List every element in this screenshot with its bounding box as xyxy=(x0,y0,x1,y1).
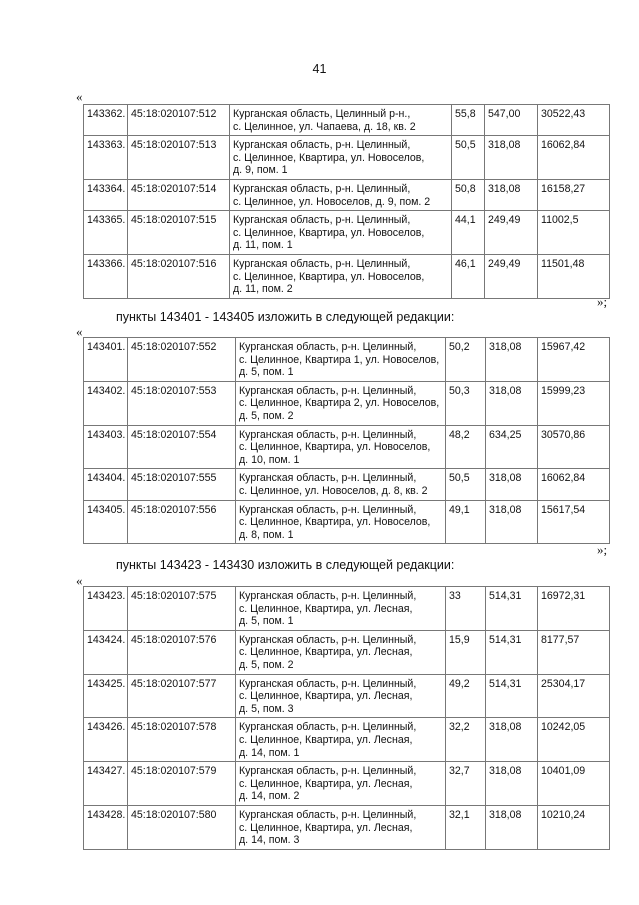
address-cell: Курганская область, р-н. Целинный, с. Целинное, Квартира, ул. Новоселов, д. 10, пом. 1 xyxy=(236,425,446,469)
area-cell: 32,1 xyxy=(446,805,486,849)
address-cell: Курганская область, р-н. Целинный, с. Целинное, Квартира, ул. Лесная, д. 5, пом. 2 xyxy=(236,630,446,674)
area-cell: 46,1 xyxy=(452,254,485,298)
row-number-cell: 143424. xyxy=(84,630,128,674)
cadastral-number-cell: 45:18:020107:580 xyxy=(128,805,236,849)
table-row xyxy=(84,338,610,382)
address-cell: Курганская область, р-н. Целинный, с. Целинное, Квартира, ул. Новоселов, д. 11, пом. 2 xyxy=(230,254,452,298)
rate-cell: 514,31 xyxy=(486,630,538,674)
address-cell: Курганская область, р-н. Целинный, с. Целинное, Квартира 1, ул. Новоселов, д. 5, пом. 1 xyxy=(236,338,446,382)
cadastral-number-cell: 45:18:020107:513 xyxy=(128,136,230,180)
address-cell: Курганская область, р-н. Целинный, с. Целинное, Квартира, ул. Лесная, д. 14, пом. 1 xyxy=(236,718,446,762)
address-cell: Курганская область, р-н. Целинный, с. Целинное, Квартира, ул. Новоселов, д. 9, пом. 1 xyxy=(230,136,452,180)
rate-cell: 318,08 xyxy=(486,762,538,806)
register-table-1 xyxy=(83,104,610,299)
table-row xyxy=(84,718,610,762)
register-table-2 xyxy=(83,337,610,544)
row-number-cell: 143404. xyxy=(84,469,128,500)
opening-quote: « xyxy=(76,324,83,339)
rate-cell: 318,08 xyxy=(485,179,538,210)
rate-cell: 634,25 xyxy=(486,425,538,469)
table-row xyxy=(84,500,610,544)
address-cell: Курганская область, р-н. Целинный, с. Целинное, Квартира, ул. Лесная, д. 5, пом. 1 xyxy=(236,587,446,631)
row-number-cell: 143366. xyxy=(84,254,128,298)
value-cell: 16158,27 xyxy=(538,179,610,210)
cadastral-number-cell: 45:18:020107:579 xyxy=(128,762,236,806)
value-cell: 11002,5 xyxy=(538,211,610,255)
address-cell: Курганская область, Целинный р-н., с. Целинное, ул. Чапаева, д. 18, кв. 2 xyxy=(230,105,452,136)
address-cell: Курганская область, р-н. Целинный, с. Целинное, ул. Новоселов, д. 8, кв. 2 xyxy=(236,469,446,500)
table-row xyxy=(84,674,610,718)
area-cell: 49,1 xyxy=(446,500,486,544)
table-row xyxy=(84,805,610,849)
rate-cell: 318,08 xyxy=(486,469,538,500)
area-cell: 48,2 xyxy=(446,425,486,469)
area-cell: 32,7 xyxy=(446,762,486,806)
table-row xyxy=(84,381,610,425)
area-cell: 50,8 xyxy=(452,179,485,210)
area-cell: 55,8 xyxy=(452,105,485,136)
row-number-cell: 143425. xyxy=(84,674,128,718)
row-number-cell: 143362. xyxy=(84,105,128,136)
address-cell: Курганская область, р-н. Целинный, с. Целинное, Квартира, ул. Лесная, д. 14, пом. 2 xyxy=(236,762,446,806)
row-number-cell: 143401. xyxy=(84,338,128,382)
table-row xyxy=(84,211,610,255)
closing-quote: »; xyxy=(597,294,608,309)
cadastral-number-cell: 45:18:020107:552 xyxy=(128,338,236,382)
table-row xyxy=(84,136,610,180)
row-number-cell: 143423. xyxy=(84,587,128,631)
value-cell: 10210,24 xyxy=(538,805,610,849)
rate-cell: 318,08 xyxy=(486,805,538,849)
value-cell: 10242,05 xyxy=(538,718,610,762)
value-cell: 8177,57 xyxy=(538,630,610,674)
cadastral-number-cell: 45:18:020107:554 xyxy=(128,425,236,469)
value-cell: 10401,09 xyxy=(538,762,610,806)
area-cell: 44,1 xyxy=(452,211,485,255)
rate-cell: 249,49 xyxy=(485,254,538,298)
address-cell: Курганская область, р-н. Целинный, с. Целинное, Квартира 2, ул. Новоселов, д. 5, пом. 2 xyxy=(236,381,446,425)
address-cell: Курганская область, р-н. Целинный, с. Целинное, Квартира, ул. Лесная, д. 5, пом. 3 xyxy=(236,674,446,718)
address-cell: Курганская область, р-н. Целинный, с. Целинное, ул. Новоселов, д. 9, пом. 2 xyxy=(230,179,452,210)
table-row xyxy=(84,105,610,136)
register-table-3 xyxy=(83,586,610,850)
area-cell: 15,9 xyxy=(446,630,486,674)
address-cell: Курганская область, р-н. Целинный, с. Целинное, Квартира, ул. Лесная, д. 14, пом. 3 xyxy=(236,805,446,849)
row-number-cell: 143427. xyxy=(84,762,128,806)
cadastral-number-cell: 45:18:020107:578 xyxy=(128,718,236,762)
rate-cell: 318,08 xyxy=(486,338,538,382)
row-number-cell: 143363. xyxy=(84,136,128,180)
value-cell: 15967,42 xyxy=(538,338,610,382)
value-cell: 16972,31 xyxy=(538,587,610,631)
rate-cell: 318,08 xyxy=(486,500,538,544)
table-row xyxy=(84,762,610,806)
rate-cell: 514,31 xyxy=(486,587,538,631)
rate-cell: 318,08 xyxy=(485,136,538,180)
opening-quote: « xyxy=(76,573,83,588)
cadastral-number-cell: 45:18:020107:512 xyxy=(128,105,230,136)
rate-cell: 249,49 xyxy=(485,211,538,255)
rate-cell: 547,00 xyxy=(485,105,538,136)
opening-quote: « xyxy=(76,89,83,104)
area-cell: 50,5 xyxy=(446,469,486,500)
cadastral-number-cell: 45:18:020107:515 xyxy=(128,211,230,255)
table-row xyxy=(84,587,610,631)
table-row xyxy=(84,179,610,210)
row-number-cell: 143402. xyxy=(84,381,128,425)
row-number-cell: 143428. xyxy=(84,805,128,849)
table-row xyxy=(84,469,610,500)
value-cell: 30570,86 xyxy=(538,425,610,469)
value-cell: 25304,17 xyxy=(538,674,610,718)
area-cell: 50,2 xyxy=(446,338,486,382)
table-row xyxy=(84,254,610,298)
rate-cell: 318,08 xyxy=(486,718,538,762)
cadastral-number-cell: 45:18:020107:576 xyxy=(128,630,236,674)
table-row xyxy=(84,425,610,469)
row-number-cell: 143426. xyxy=(84,718,128,762)
closing-quote: »; xyxy=(597,542,608,557)
cadastral-number-cell: 45:18:020107:514 xyxy=(128,179,230,210)
amendment-paragraph-2: пункты 143423 - 143430 изложить в следующей редакции: xyxy=(116,558,455,572)
amendment-paragraph-1: пункты 143401 - 143405 изложить в следующей редакции: xyxy=(116,310,455,324)
cadastral-number-cell: 45:18:020107:555 xyxy=(128,469,236,500)
area-cell: 50,5 xyxy=(452,136,485,180)
row-number-cell: 143364. xyxy=(84,179,128,210)
row-number-cell: 143405. xyxy=(84,500,128,544)
cadastral-number-cell: 45:18:020107:516 xyxy=(128,254,230,298)
cadastral-number-cell: 45:18:020107:575 xyxy=(128,587,236,631)
rate-cell: 318,08 xyxy=(486,381,538,425)
area-cell: 33 xyxy=(446,587,486,631)
table-row xyxy=(84,630,610,674)
area-cell: 32,2 xyxy=(446,718,486,762)
cadastral-number-cell: 45:18:020107:556 xyxy=(128,500,236,544)
value-cell: 11501,48 xyxy=(538,254,610,298)
address-cell: Курганская область, р-н. Целинный, с. Целинное, Квартира, ул. Новоселов, д. 8, пом. 1 xyxy=(236,500,446,544)
row-number-cell: 143403. xyxy=(84,425,128,469)
cadastral-number-cell: 45:18:020107:577 xyxy=(128,674,236,718)
value-cell: 15617,54 xyxy=(538,500,610,544)
value-cell: 16062,84 xyxy=(538,136,610,180)
cadastral-number-cell: 45:18:020107:553 xyxy=(128,381,236,425)
address-cell: Курганская область, р-н. Целинный, с. Целинное, Квартира, ул. Новоселов, д. 11, пом. 1 xyxy=(230,211,452,255)
value-cell: 15999,23 xyxy=(538,381,610,425)
area-cell: 49,2 xyxy=(446,674,486,718)
rate-cell: 514,31 xyxy=(486,674,538,718)
page-number: 41 xyxy=(312,62,327,76)
area-cell: 50,3 xyxy=(446,381,486,425)
value-cell: 30522,43 xyxy=(538,105,610,136)
value-cell: 16062,84 xyxy=(538,469,610,500)
row-number-cell: 143365. xyxy=(84,211,128,255)
